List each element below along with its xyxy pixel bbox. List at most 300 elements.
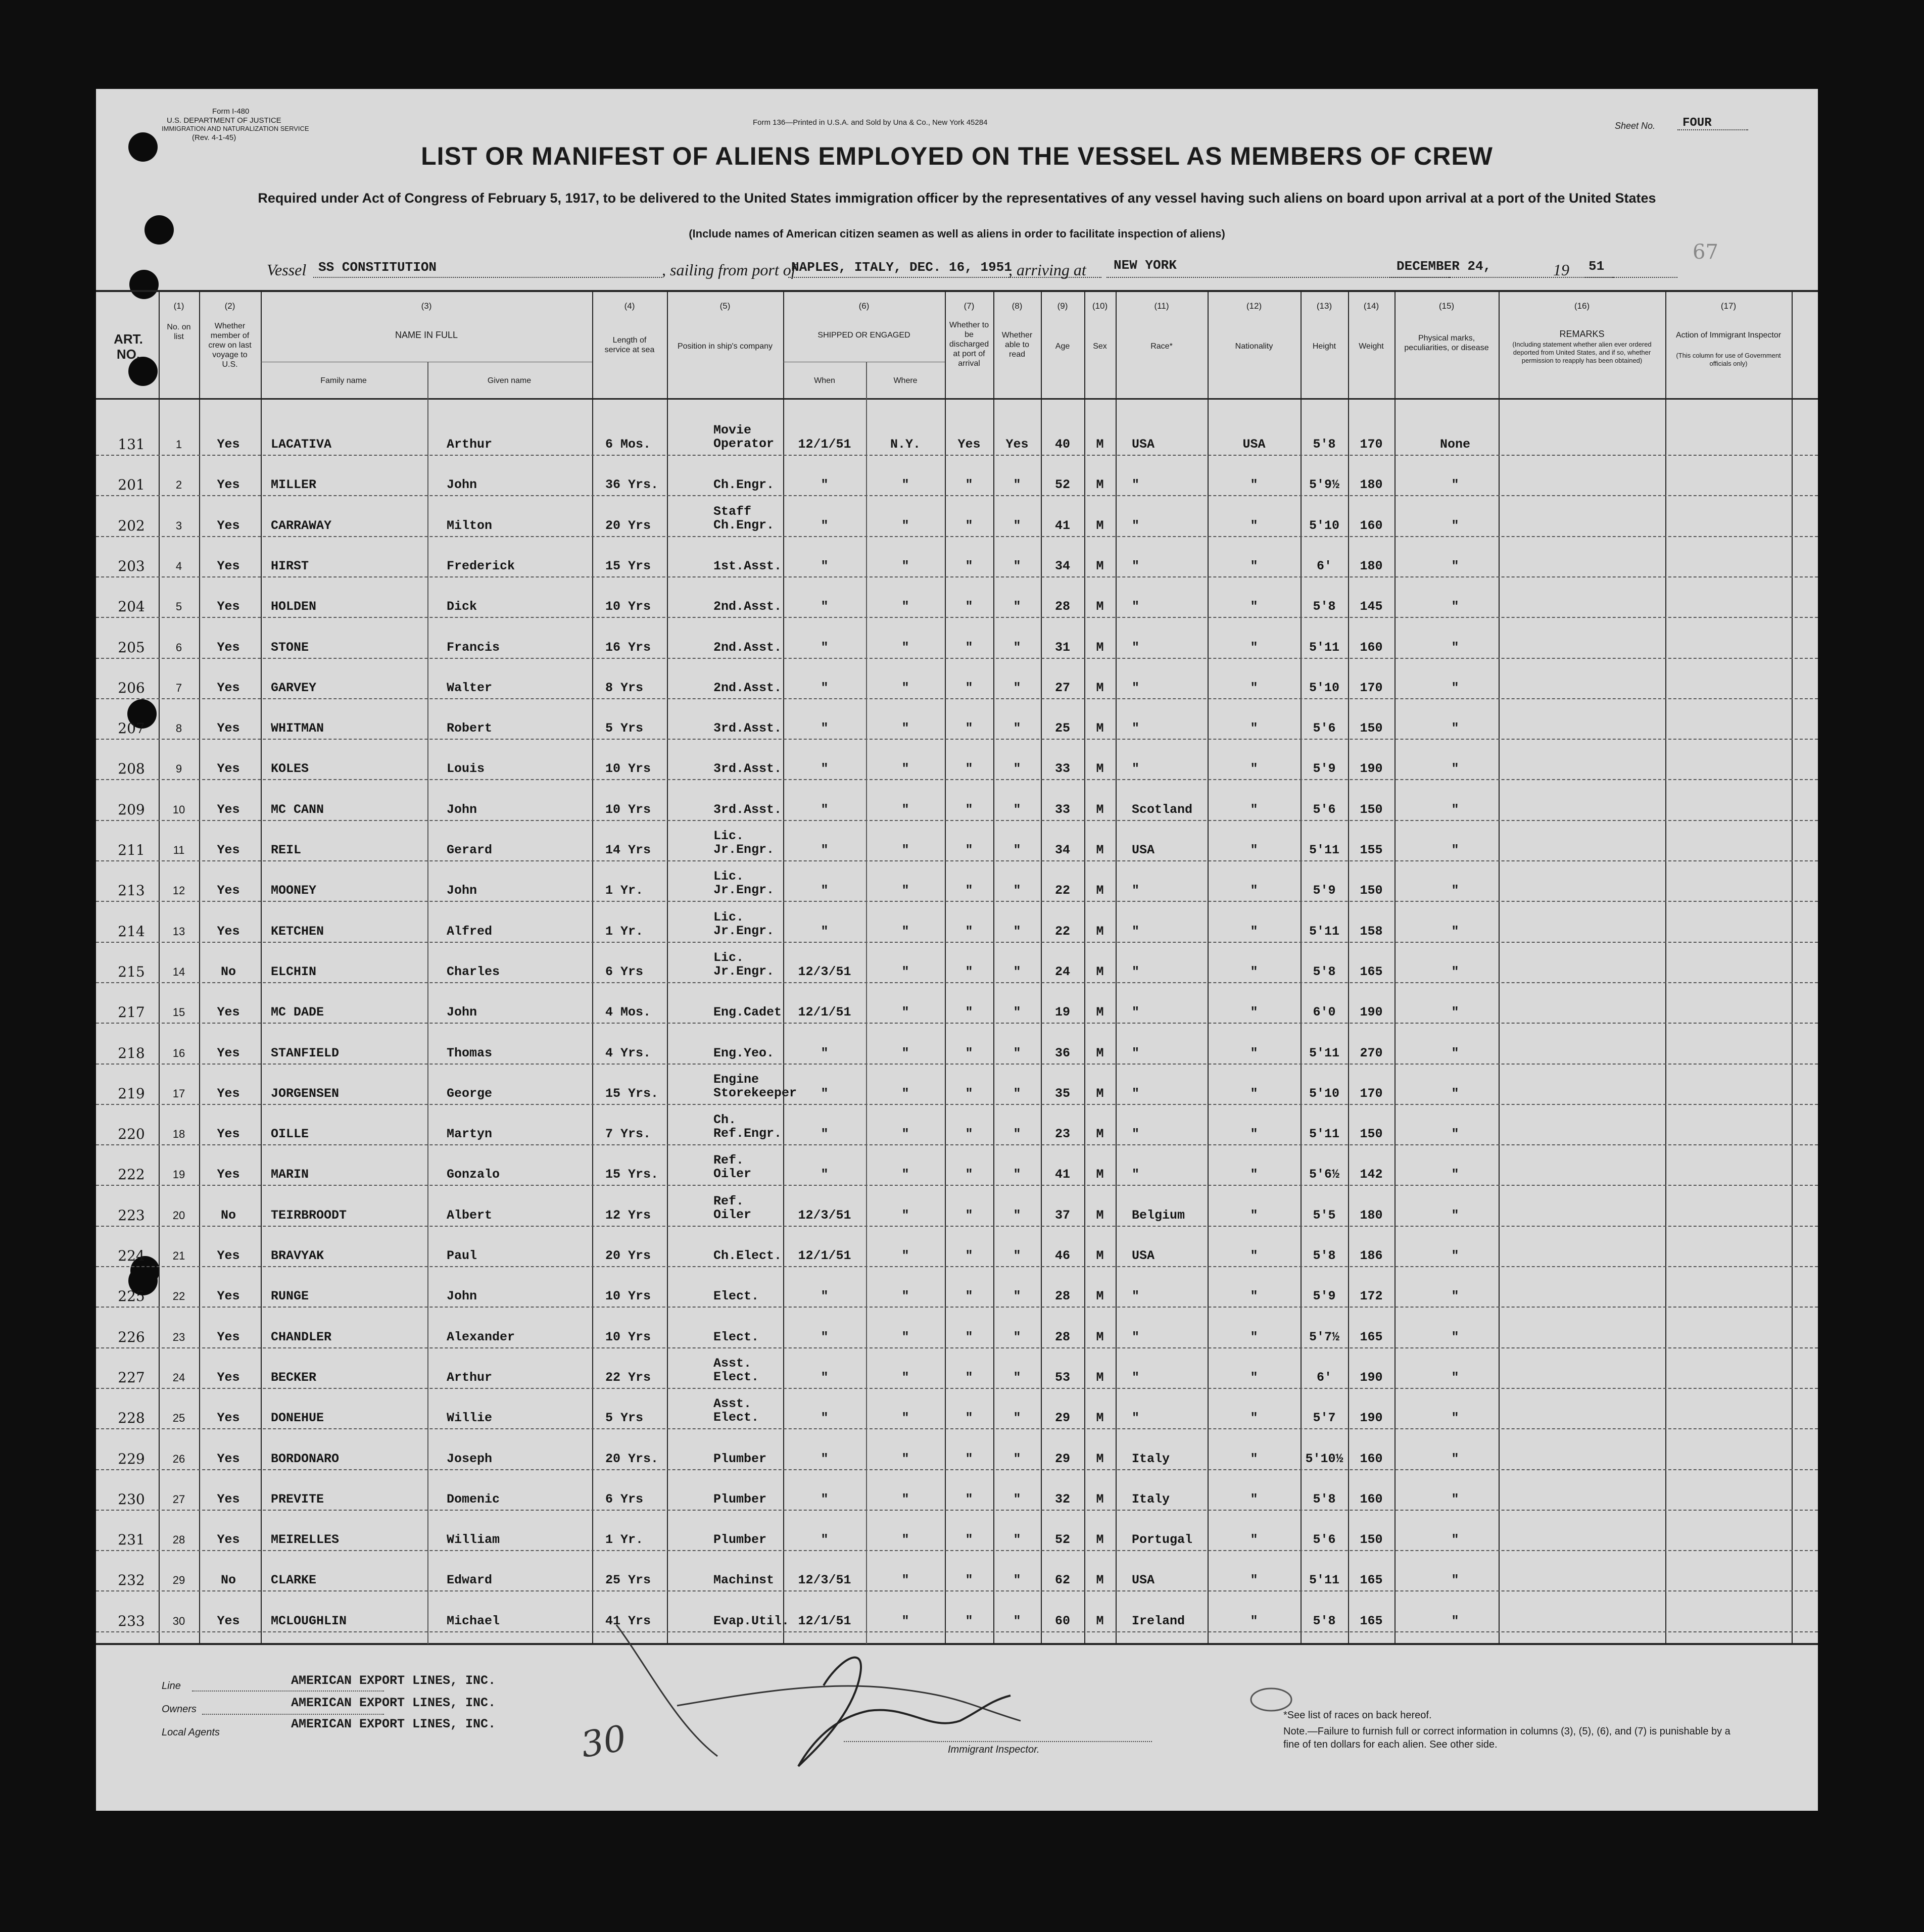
row-28-given-name: William <box>447 1532 500 1547</box>
page-subtitle-note: (Include names of American citizen seamen as well as aliens in order to facilitate inspection of aliens) <box>689 227 1225 240</box>
row-12-height: 5'9 <box>1313 883 1336 898</box>
row-26-crew-last-voyage: Yes <box>217 1452 240 1466</box>
row-9-service-length: 10 Yrs <box>605 761 651 776</box>
row-19-race: " <box>1132 1167 1140 1182</box>
row-25-discharged: " <box>965 1411 973 1425</box>
row-23-discharged: " <box>965 1330 973 1344</box>
row-8-sex: M <box>1096 721 1104 736</box>
row-19-physical-marks: " <box>1451 1167 1459 1182</box>
row-29-service-length: 25 Yrs <box>605 1573 651 1587</box>
row-7-family-name: GARVEY <box>271 681 317 695</box>
row-16-height: 5'11 <box>1309 1046 1340 1060</box>
col8-number: (8) <box>1012 301 1023 311</box>
row-17-physical-marks: " <box>1451 1086 1459 1101</box>
row-24-weight: 190 <box>1360 1370 1383 1385</box>
row-3-age: 41 <box>1054 518 1071 533</box>
row-1-weight: 170 <box>1360 437 1383 452</box>
row-23-weight: 165 <box>1360 1330 1383 1344</box>
row-14-service-length: 6 Yrs <box>605 964 644 979</box>
col-divider <box>1394 291 1396 1644</box>
col5-number: (5) <box>719 301 731 311</box>
row-8-height: 5'6 <box>1313 721 1336 736</box>
row-28-race: Portugal <box>1132 1532 1193 1547</box>
row-8-given-name: Robert <box>447 721 493 736</box>
row-2-given-name: John <box>447 477 477 492</box>
row-4-crew-last-voyage: Yes <box>217 559 240 573</box>
col-divider <box>592 291 593 1644</box>
row-18-age: 23 <box>1054 1127 1071 1141</box>
row-28-height: 5'6 <box>1313 1532 1336 1547</box>
col-height: Height <box>1312 342 1336 351</box>
row-27-discharged: " <box>965 1492 973 1507</box>
row-8-physical-marks: " <box>1451 721 1459 736</box>
row-14-list-number: 14 <box>172 965 185 978</box>
row-2-weight: 180 <box>1360 477 1383 492</box>
row-14-able-to-read: " <box>1013 964 1021 979</box>
row-10-art-number: 209 <box>118 801 145 818</box>
row-15-family-name: MC DADE <box>271 1005 324 1020</box>
row-7-able-to-read: " <box>1013 681 1021 695</box>
row-9-able-to-read: " <box>1013 761 1021 776</box>
punch-hole <box>128 132 158 162</box>
row-19-nationality: " <box>1250 1167 1258 1182</box>
row-18-discharged: " <box>965 1127 973 1141</box>
row-21-family-name: BRAVYAK <box>271 1248 324 1263</box>
row-11-art-number: 211 <box>118 842 145 858</box>
row-18-given-name: Martyn <box>447 1127 493 1141</box>
line-leader <box>192 1691 384 1692</box>
row-12-position: Lic. Jr.Engr. <box>713 869 775 897</box>
row-12-able-to-read: " <box>1013 883 1021 898</box>
row-4-height: 6' <box>1316 559 1332 573</box>
col13-number: (13) <box>1316 301 1332 311</box>
row-21-sex: M <box>1096 1248 1104 1263</box>
row-divider <box>96 1023 1818 1024</box>
row-1-discharged: Yes <box>957 437 981 452</box>
col-given-name: Given name <box>487 376 532 385</box>
col-divider <box>1208 291 1209 1644</box>
row-24-position: Asst. Elect. <box>713 1356 759 1384</box>
row-7-art-number: 206 <box>118 680 145 696</box>
row-24-able-to-read: " <box>1013 1370 1021 1385</box>
row-25-family-name: DONEHUE <box>271 1411 324 1425</box>
row-21-weight: 186 <box>1360 1248 1383 1263</box>
punch-hole <box>129 270 159 299</box>
row-11-age: 34 <box>1054 843 1071 857</box>
row-1-able-to-read: Yes <box>1005 437 1029 452</box>
row-10-shipped-when: " <box>821 802 829 817</box>
row-13-shipped-when: " <box>821 924 829 939</box>
row-30-shipped-where: " <box>901 1614 909 1628</box>
col9-number: (9) <box>1057 301 1068 311</box>
row-22-family-name: RUNGE <box>271 1289 309 1303</box>
row-5-shipped-where: " <box>901 599 909 614</box>
row-18-service-length: 7 Yrs. <box>605 1127 651 1141</box>
row-23-art-number: 226 <box>118 1329 145 1345</box>
row-15-list-number: 15 <box>172 1006 185 1019</box>
row-13-given-name: Alfred <box>447 924 493 939</box>
row-20-height: 5'5 <box>1313 1208 1336 1223</box>
row-6-family-name: STONE <box>271 640 309 655</box>
row-16-nationality: " <box>1250 1046 1258 1060</box>
row-25-service-length: 5 Yrs <box>605 1411 644 1425</box>
row-17-sex: M <box>1096 1086 1104 1101</box>
row-divider <box>96 739 1818 740</box>
row-22-able-to-read: " <box>1013 1289 1021 1303</box>
row-24-list-number: 24 <box>172 1371 185 1384</box>
row-divider <box>96 901 1818 902</box>
row-12-discharged: " <box>965 883 973 898</box>
row-10-shipped-where: " <box>901 802 909 817</box>
row-20-shipped-where: " <box>901 1208 909 1223</box>
row-25-position: Asst. Elect. <box>713 1396 759 1425</box>
row-3-given-name: Milton <box>447 518 493 533</box>
row-27-physical-marks: " <box>1451 1492 1459 1507</box>
row-17-able-to-read: " <box>1013 1086 1021 1101</box>
row-divider <box>96 495 1818 496</box>
row-18-height: 5'11 <box>1309 1127 1340 1141</box>
row-25-sex: M <box>1096 1411 1104 1425</box>
row-22-shipped-when: " <box>821 1289 829 1303</box>
row-17-list-number: 17 <box>172 1087 185 1100</box>
arrival-date: DECEMBER 24, <box>1397 259 1492 274</box>
row-11-shipped-when: " <box>821 843 829 857</box>
row-16-weight: 270 <box>1360 1046 1383 1060</box>
row-3-able-to-read: " <box>1013 518 1021 533</box>
row-15-discharged: " <box>965 1005 973 1020</box>
row-23-able-to-read: " <box>1013 1330 1021 1344</box>
row-4-given-name: Frederick <box>447 559 515 573</box>
row-29-shipped-where: " <box>901 1573 909 1587</box>
row-22-art-number: 225 <box>118 1288 145 1305</box>
row-9-shipped-where: " <box>901 761 909 776</box>
row-14-art-number: 215 <box>118 963 145 980</box>
row-16-discharged: " <box>965 1046 973 1060</box>
row-21-shipped-when: 12/1/51 <box>798 1248 851 1263</box>
row-6-sex: M <box>1096 640 1104 655</box>
row-11-shipped-where: " <box>901 843 909 857</box>
row-27-able-to-read: " <box>1013 1492 1021 1507</box>
row-15-sex: M <box>1096 1005 1104 1020</box>
row-15-nationality: " <box>1250 1005 1258 1020</box>
col-divider <box>1084 291 1085 1644</box>
row-24-service-length: 22 Yrs <box>605 1370 651 1385</box>
row-18-weight: 150 <box>1360 1127 1383 1141</box>
row-24-age: 53 <box>1054 1370 1071 1385</box>
row-23-nationality: " <box>1250 1330 1258 1344</box>
row-divider <box>96 1428 1818 1429</box>
row-23-list-number: 23 <box>172 1331 185 1343</box>
col-shipped-engaged: SHIPPED OR ENGAGED <box>817 331 910 340</box>
row-18-crew-last-voyage: Yes <box>217 1127 240 1141</box>
row-27-nationality: " <box>1250 1492 1258 1507</box>
row-4-family-name: HIRST <box>271 559 309 573</box>
owners-value: AMERICAN EXPORT LINES, INC. <box>291 1696 496 1710</box>
row-22-service-length: 10 Yrs <box>605 1289 651 1303</box>
row-3-crew-last-voyage: Yes <box>217 518 240 533</box>
row-1-age: 40 <box>1054 437 1071 452</box>
row-divider <box>96 1469 1818 1470</box>
row-23-age: 28 <box>1054 1330 1071 1344</box>
row-11-nationality: " <box>1250 843 1258 857</box>
row-15-crew-last-voyage: Yes <box>217 1005 240 1020</box>
row-29-position: Machinst <box>713 1573 775 1587</box>
row-26-given-name: Joseph <box>447 1452 493 1466</box>
row-6-position: 2nd.Asst. <box>713 640 782 655</box>
row-11-weight: 155 <box>1360 843 1383 857</box>
vessel-underline <box>313 277 662 278</box>
row-25-shipped-where: " <box>901 1411 909 1425</box>
row-29-weight: 165 <box>1360 1573 1383 1587</box>
row-23-physical-marks: " <box>1451 1330 1459 1344</box>
row-7-discharged: " <box>965 681 973 695</box>
arriving-at: NEW YORK <box>1114 258 1177 273</box>
row-12-family-name: MOONEY <box>271 883 317 898</box>
row-27-shipped-when: " <box>821 1492 829 1507</box>
row-18-nationality: " <box>1250 1127 1258 1141</box>
row-2-shipped-where: " <box>901 477 909 492</box>
row-21-list-number: 21 <box>172 1249 185 1262</box>
col2-number: (2) <box>224 301 235 311</box>
table-top-rule <box>96 290 1818 292</box>
row-27-art-number: 230 <box>118 1491 145 1508</box>
row-16-sex: M <box>1096 1046 1104 1060</box>
row-10-family-name: MC CANN <box>271 802 324 817</box>
row-17-nationality: " <box>1250 1086 1258 1101</box>
col-inspector-action: Action of Immigrant Inspector <box>1675 331 1782 340</box>
row-26-shipped-where: " <box>901 1452 909 1466</box>
year-underline <box>1583 277 1614 278</box>
row-16-service-length: 4 Yrs. <box>605 1046 651 1060</box>
row-15-given-name: John <box>447 1005 477 1020</box>
row-2-service-length: 36 Yrs. <box>605 477 659 492</box>
row-23-sex: M <box>1096 1330 1104 1344</box>
row-4-able-to-read: " <box>1013 559 1021 573</box>
row-4-nationality: " <box>1250 559 1258 573</box>
row-9-nationality: " <box>1250 761 1258 776</box>
row-21-position: Ch.Elect. <box>713 1248 782 1263</box>
punch-hole <box>145 215 174 245</box>
row-14-height: 5'8 <box>1313 964 1336 979</box>
row-21-physical-marks: " <box>1451 1248 1459 1263</box>
row-3-weight: 160 <box>1360 518 1383 533</box>
row-15-race: " <box>1132 1005 1140 1020</box>
row-6-given-name: Francis <box>447 640 500 655</box>
row-9-shipped-when: " <box>821 761 829 776</box>
row-25-list-number: 25 <box>172 1412 185 1424</box>
row-29-given-name: Edward <box>447 1573 493 1587</box>
row-11-able-to-read: " <box>1013 843 1021 857</box>
row-5-shipped-when: " <box>821 599 829 614</box>
row-22-shipped-where: " <box>901 1289 909 1303</box>
row-13-discharged: " <box>965 924 973 939</box>
row-4-position: 1st.Asst. <box>713 559 782 573</box>
row-7-shipped-where: " <box>901 681 909 695</box>
row-7-position: 2nd.Asst. <box>713 681 782 695</box>
col4-number: (4) <box>624 301 635 311</box>
row-18-physical-marks: " <box>1451 1127 1459 1141</box>
col-sex: Sex <box>1093 342 1107 351</box>
row-7-service-length: 8 Yrs <box>605 681 644 695</box>
col1-number: (1) <box>173 301 184 311</box>
row-20-sex: M <box>1096 1208 1104 1223</box>
vessel-label: Vessel <box>267 261 307 279</box>
row-divider <box>96 1064 1818 1065</box>
sheet-label: Sheet No. <box>1615 121 1656 131</box>
row-22-physical-marks: " <box>1451 1289 1459 1303</box>
row-24-nationality: " <box>1250 1370 1258 1385</box>
row-divider <box>96 1307 1818 1308</box>
row-21-service-length: 20 Yrs <box>605 1248 651 1263</box>
row-28-physical-marks: " <box>1451 1532 1459 1547</box>
row-12-nationality: " <box>1250 883 1258 898</box>
col-divider <box>866 362 867 1644</box>
col17-number: (17) <box>1720 301 1737 311</box>
row-18-family-name: OILLE <box>271 1127 309 1141</box>
row-19-age: 41 <box>1054 1167 1071 1182</box>
owners-leader <box>202 1714 384 1715</box>
row-25-weight: 190 <box>1360 1411 1383 1425</box>
row-17-given-name: George <box>447 1086 493 1101</box>
row-30-sex: M <box>1096 1614 1104 1628</box>
row-18-shipped-where: " <box>901 1127 909 1141</box>
row-29-crew-last-voyage: No <box>220 1573 236 1587</box>
row-24-shipped-where: " <box>901 1370 909 1385</box>
row-8-shipped-where: " <box>901 721 909 736</box>
row-30-given-name: Michael <box>447 1614 500 1628</box>
row-10-position: 3rd.Asst. <box>713 802 782 817</box>
row-20-crew-last-voyage: No <box>220 1208 236 1223</box>
col-race: Race* <box>1150 342 1173 351</box>
col-divider <box>993 291 994 1644</box>
row-13-list-number: 13 <box>172 925 185 938</box>
row-6-physical-marks: " <box>1451 640 1459 655</box>
row-27-sex: M <box>1096 1492 1104 1507</box>
row-23-crew-last-voyage: Yes <box>217 1330 240 1344</box>
row-10-discharged: " <box>965 802 973 817</box>
row-23-family-name: CHANDLER <box>271 1330 332 1344</box>
row-20-family-name: TEIRBROODT <box>271 1208 347 1223</box>
row-6-discharged: " <box>965 640 973 655</box>
row-10-crew-last-voyage: Yes <box>217 802 240 817</box>
col-nationality: Nationality <box>1235 342 1273 351</box>
page-mark: 67 <box>1693 240 1718 264</box>
row-19-service-length: 15 Yrs. <box>605 1167 659 1182</box>
row-8-age: 25 <box>1054 721 1071 736</box>
row-3-shipped-where: " <box>901 518 909 533</box>
row-20-position: Ref. Oiler <box>713 1194 752 1222</box>
row-30-service-length: 41 Yrs <box>605 1614 651 1628</box>
row-29-art-number: 232 <box>118 1572 145 1588</box>
row-17-shipped-where: " <box>901 1086 909 1101</box>
row-24-sex: M <box>1096 1370 1104 1385</box>
row-20-list-number: 20 <box>172 1209 185 1222</box>
row-26-shipped-when: " <box>821 1452 829 1466</box>
row-28-service-length: 1 Yr. <box>605 1532 644 1547</box>
row-11-list-number: 11 <box>173 844 185 856</box>
row-divider <box>96 617 1818 618</box>
row-9-sex: M <box>1096 761 1104 776</box>
row-30-height: 5'8 <box>1313 1614 1336 1628</box>
col-remarks-note: (Including statement whether alien ever ordered deported from United States, and if so, whether permission to reapply has been obtained) <box>1512 341 1652 364</box>
row-2-nationality: " <box>1250 477 1258 492</box>
col-inspector-note: (This column for use of Government officials only) <box>1676 352 1781 367</box>
row-7-age: 27 <box>1054 681 1071 695</box>
row-22-list-number: 22 <box>172 1290 185 1302</box>
row-8-family-name: WHITMAN <box>271 721 324 736</box>
row-11-given-name: Gerard <box>447 843 493 857</box>
row-25-able-to-read: " <box>1013 1411 1021 1425</box>
row-2-list-number: 2 <box>175 478 182 491</box>
row-divider <box>96 982 1818 983</box>
row-23-given-name: Alexander <box>447 1330 515 1344</box>
row-divider <box>96 1144 1818 1145</box>
row-20-given-name: Albert <box>447 1208 493 1223</box>
row-2-shipped-when: " <box>821 477 829 492</box>
row-6-list-number: 6 <box>175 641 182 654</box>
row-30-weight: 165 <box>1360 1614 1383 1628</box>
manifest-sheet <box>96 89 1818 1811</box>
row-26-race: Italy <box>1132 1452 1170 1466</box>
row-29-family-name: CLARKE <box>271 1573 317 1587</box>
inspector-leader <box>844 1741 1152 1742</box>
row-17-shipped-when: " <box>821 1086 829 1101</box>
row-21-art-number: 224 <box>118 1247 145 1264</box>
row-21-race: USA <box>1132 1248 1155 1263</box>
row-19-sex: M <box>1096 1167 1104 1182</box>
row-21-height: 5'8 <box>1313 1248 1336 1263</box>
row-25-nationality: " <box>1250 1411 1258 1425</box>
row-11-discharged: " <box>965 843 973 857</box>
row-26-discharged: " <box>965 1452 973 1466</box>
row-16-shipped-when: " <box>821 1046 829 1060</box>
row-7-crew-last-voyage: Yes <box>217 681 240 695</box>
row-16-age: 36 <box>1054 1046 1071 1060</box>
row-divider <box>96 779 1818 780</box>
col6-number: (6) <box>858 301 870 311</box>
row-3-position: Staff Ch.Engr. <box>713 504 775 533</box>
row-24-shipped-when: " <box>821 1370 829 1385</box>
row-21-able-to-read: " <box>1013 1248 1021 1263</box>
row-26-family-name: BORDONARO <box>271 1452 340 1466</box>
row-17-crew-last-voyage: Yes <box>217 1086 240 1101</box>
row-19-shipped-when: " <box>821 1167 829 1182</box>
col11-number: (11) <box>1154 301 1169 311</box>
row-7-sex: M <box>1096 681 1104 695</box>
row-10-given-name: John <box>447 802 477 817</box>
row-2-height: 5'9½ <box>1309 477 1340 492</box>
row-12-list-number: 12 <box>172 884 185 897</box>
col-divider <box>1792 291 1793 1644</box>
row-27-given-name: Domenic <box>447 1492 500 1507</box>
vessel-name: SS CONSTITUTION <box>318 260 437 275</box>
row-13-art-number: 214 <box>118 923 145 940</box>
row-9-weight: 190 <box>1360 761 1383 776</box>
row-20-shipped-when: 12/3/51 <box>798 1208 851 1223</box>
col-divider <box>261 291 262 1644</box>
col-position: Position in ship's company <box>677 342 773 351</box>
col-physical-marks: Physical marks, peculiarities, or disease <box>1404 334 1489 352</box>
row-20-race: Belgium <box>1132 1208 1185 1223</box>
row-19-art-number: 222 <box>118 1166 145 1183</box>
col-divider <box>199 291 200 1644</box>
col3-number: (3) <box>421 301 432 311</box>
row-14-age: 24 <box>1054 964 1071 979</box>
row-19-given-name: Gonzalo <box>447 1167 500 1182</box>
row-30-discharged: " <box>965 1614 973 1628</box>
row-3-nationality: " <box>1250 518 1258 533</box>
col-divider <box>159 291 160 1644</box>
